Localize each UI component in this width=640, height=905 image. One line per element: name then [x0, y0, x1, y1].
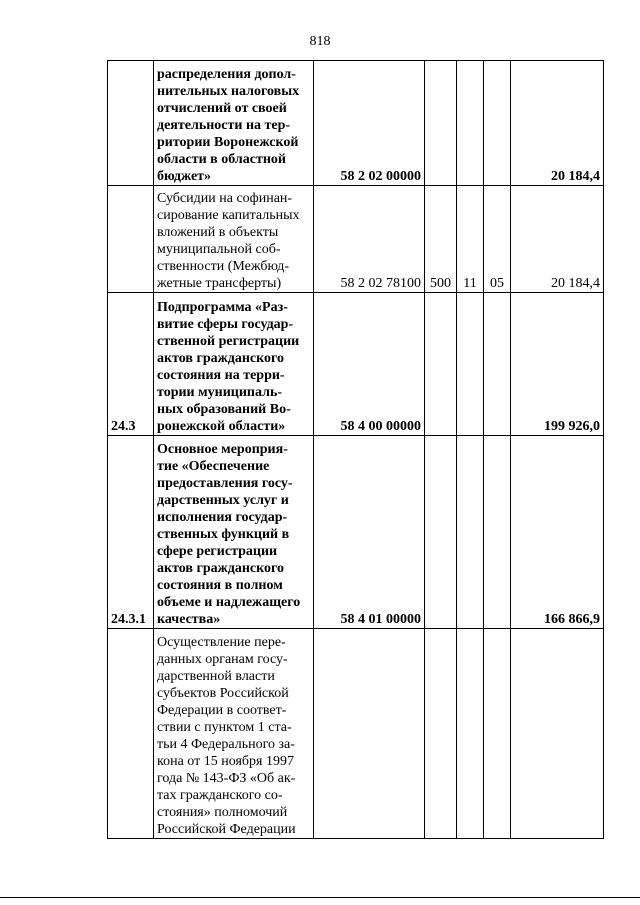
row-name-line: ственности (Межбюд- — [157, 259, 290, 274]
subsection-code — [484, 629, 511, 839]
row-name-line: ствии с пунктом 1 ста- — [157, 720, 292, 735]
row-name-line: муниципальной соб- — [157, 242, 281, 257]
row-name-line: деятельности на тер- — [157, 118, 291, 133]
row-name-line: ритории Воронежской — [157, 135, 299, 150]
row-name-line: Федерации в соответ- — [157, 703, 287, 718]
row-name-line: вложений в объекты — [157, 225, 279, 240]
expense-type — [425, 293, 457, 436]
row-name-line: тьи 4 Федерального за- — [157, 737, 295, 752]
expense-type: 500 — [425, 186, 457, 293]
subsection-code — [484, 61, 511, 186]
row-name-line: жетные трансферты) — [157, 276, 282, 291]
target-code: 58 2 02 00000 — [314, 61, 425, 186]
row-name-line: качества» — [157, 612, 221, 627]
row-name-line: данных органам госу- — [157, 652, 288, 667]
section-code — [457, 629, 484, 839]
row-name-line: года № 143-ФЗ «Об ак- — [157, 771, 296, 786]
row-number: 24.3.1 — [108, 436, 154, 629]
row-name-line: дарственных услуг и — [157, 493, 289, 508]
row-name-line: ных образований Во- — [157, 402, 291, 417]
row-number — [108, 186, 154, 293]
section-code — [457, 436, 484, 629]
amount: 166 866,9 — [511, 436, 604, 629]
target-code: 58 4 01 00000 — [314, 436, 425, 629]
row-name-line: кона от 15 ноября 1997 — [157, 754, 294, 769]
budget-table — [107, 60, 604, 839]
target-code — [314, 629, 425, 839]
subsection-code — [484, 436, 511, 629]
row-name-line: ственной регистрации — [157, 334, 300, 349]
amount: 20 184,4 — [511, 186, 604, 293]
row-name-line: Российской Федерации — [157, 822, 296, 837]
row-name-line: состояния на терри- — [157, 368, 285, 383]
row-name-line: исполнения государ- — [157, 510, 288, 525]
row-name — [154, 293, 314, 436]
row-name-line: объеме и надлежащего — [157, 595, 301, 610]
table-row — [108, 436, 604, 629]
target-code: 58 4 00 00000 — [314, 293, 425, 436]
amount: 20 184,4 — [511, 61, 604, 186]
section-code — [457, 293, 484, 436]
row-name-line: ронежской области» — [157, 419, 286, 434]
target-code: 58 2 02 78100 — [314, 186, 425, 293]
row-name-line: тие «Обеспечение — [157, 459, 270, 474]
row-name-line: состояния в полном — [157, 578, 283, 593]
row-name-line: отчислений от своей — [157, 101, 287, 116]
row-name — [154, 436, 314, 629]
row-name-line: витие сферы государ- — [157, 317, 294, 332]
row-name-line: ственных функций в — [157, 527, 290, 542]
section-code — [457, 61, 484, 186]
row-name — [154, 61, 314, 186]
row-name-line: Подпрограмма «Раз- — [157, 300, 288, 315]
table-row — [108, 61, 604, 186]
subsection-code — [484, 293, 511, 436]
row-name-line: нительных налоговых — [157, 84, 300, 99]
row-name-line: предоставления госу- — [157, 476, 293, 491]
row-name-line: распределения допол- — [157, 67, 296, 82]
row-number — [108, 629, 154, 839]
row-name-line: сирование капитальных — [157, 208, 300, 223]
page-number: 818 — [309, 34, 331, 49]
row-name-line: Осуществление пере- — [157, 635, 286, 650]
row-name-line: актов гражданского — [157, 351, 285, 366]
row-name — [154, 629, 314, 839]
row-name-line: Основное мероприя- — [157, 442, 288, 457]
row-name-line: дарственной власти — [157, 669, 275, 684]
table-row — [108, 629, 604, 839]
row-number: 24.3 — [108, 293, 154, 436]
row-name-line: области в областной — [157, 152, 286, 167]
expense-type — [425, 61, 457, 186]
expense-type — [425, 436, 457, 629]
row-name-line: актов гражданского — [157, 561, 285, 576]
row-name-line: Субсидии на софинан- — [157, 191, 293, 206]
row-name — [154, 186, 314, 293]
amount: 199 926,0 — [511, 293, 604, 436]
amount — [511, 629, 604, 839]
row-name-line: бюджет» — [157, 169, 212, 184]
row-number — [108, 61, 154, 186]
row-name-line: сфере регистрации — [157, 544, 278, 559]
row-name-line: тах гражданского со- — [157, 788, 283, 803]
subsection-code: 05 — [484, 186, 511, 293]
expense-type — [425, 629, 457, 839]
table-row — [108, 186, 604, 293]
row-name-line: стояния» полномочий — [157, 805, 288, 820]
page-bottom-divider — [0, 897, 640, 898]
row-name-line: субъектов Российской — [157, 686, 289, 701]
section-code: 11 — [457, 186, 484, 293]
row-name-line: тории муниципаль- — [157, 385, 283, 400]
table-row — [108, 293, 604, 436]
